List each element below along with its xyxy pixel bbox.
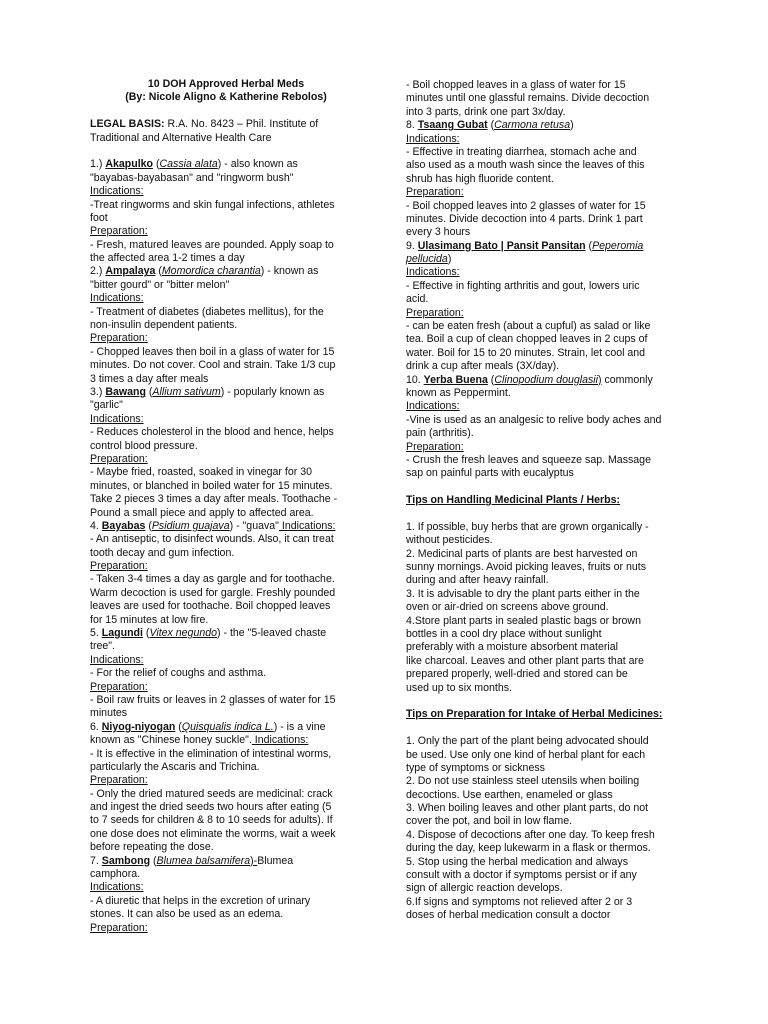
tips-preparation-line: 5. Stop using the herbal medication and always <box>406 855 629 868</box>
indications-label: Indications: <box>90 881 144 894</box>
herb-7-heading: 7. Sambong (Blumea balsamifera)-Blumea <box>90 854 294 867</box>
tips-handling-line: preferably with a moisture absorbent material <box>406 641 618 654</box>
tips-preparation-line: consult with a doctor if symptoms persist or if any <box>406 869 637 882</box>
herb-4-name: Bayabas <box>101 519 146 532</box>
tips-handling-line: like charcoal. Leaves and other plant parts that are <box>406 654 644 667</box>
tips-handling-line: 3. It is advisable to dry the plant parts either in the <box>406 587 640 600</box>
preparation-label: Preparation: <box>90 921 148 934</box>
herb-1-name: Akapulko <box>105 158 153 171</box>
herb-3-heading: 3.) Bawang (Allium sativum) - popularly known as <box>90 385 325 398</box>
preparation-label: Preparation: <box>90 332 148 345</box>
preparation-label: Preparation: <box>406 306 464 319</box>
tips-handling-line: during and after heavy rainfall. <box>406 574 549 587</box>
tips-handling-line: oven or air-dried on screens above ground. <box>406 601 609 614</box>
indications-label: Indications: <box>406 400 460 413</box>
herb-2-heading: 2.) Ampalaya (Momordica charantia) - known as <box>90 265 319 278</box>
legal-basis-line: Traditional and Alternative Health Care <box>90 131 272 144</box>
tips-preparation-heading: Tips on Preparation for Intake of Herbal Medicines: <box>406 708 663 721</box>
herb-4-heading: 4. Bayabas (Psidium guajava) - "guava" Indications: <box>90 519 336 532</box>
tips-preparation-line: 2. Do not use stainless steel utensils when boiling <box>406 775 640 788</box>
tips-preparation-line: decoctions. Use earthen, enameled or glass <box>406 788 613 801</box>
preparation-label: Preparation: <box>406 440 464 453</box>
indications-label: Indications: <box>406 266 460 279</box>
herb-10-heading: 10. Yerba Buena (Clinopodium douglasii) commonly <box>406 373 653 386</box>
tips-handling-line: prepared properly, well-dried and stored can be <box>406 668 628 681</box>
tips-preparation-line: cover the pot, and boil in low flame. <box>406 815 573 828</box>
herb-8-name: Tsaang Gubat <box>417 119 488 132</box>
herb-9-heading: 9. Ulasimang Bato | Pansit Pansitan (Peperomia <box>406 239 644 252</box>
tips-preparation-line: during the day, keep lukewarm in a flask or thermos. <box>406 842 651 855</box>
herb-1-heading: 1.) Akapulko (Cassia alata) - also known as <box>90 158 298 171</box>
herb-9-name: Ulasimang Bato | Pansit Pansitan <box>417 239 586 252</box>
legal-basis: LEGAL BASIS: R.A. No. 8423 – Phil. Institute of <box>90 118 319 131</box>
herb-5-name: Lagundi <box>101 627 143 640</box>
herb-5-heading: 5. Lagundi (Vitex negundo) - the "5-leaved chaste <box>90 627 327 640</box>
tips-handling-line: 4.Store plant parts in sealed plastic bags or brown <box>406 614 641 627</box>
legal-basis-label: LEGAL BASIS: <box>90 118 165 131</box>
preparation-label: Preparation: <box>90 225 148 238</box>
tips-preparation-line: sign of allergic reaction develops. <box>406 882 563 895</box>
indications-label: Indications: <box>406 132 460 145</box>
tips-handling-line: sunny mornings. Avoid picking leaves, fruits or nuts <box>406 561 647 574</box>
herb-6-name: Niyog-niyogan <box>101 720 176 733</box>
right-column: - Boil chopped leaves in a glass of water for 15 minutes until one glassful remains. Divide decoction into 3 parts, drink one part 3x/day. 8. Tsaang Gubat (Carmona retusa) Indications: - Effective in treating diarrhea, stomach ache and also used as a mouth wash since the leaves of this shrub has high fluoride content. Preparation: - Boil chopped leaves into 2 glasses of water for 15 minutes. Divide decoction into 4 parts. Drink 1 part every 3 hours 9. Ulasimang Bato | Pansit Pansitan (Peperomia pellucida) Indications: - Effective in fighting arthritis and gout, lowers uric acid. Preparation: - can be eaten fresh (about a cupful) as salad or like tea. Boil a cup of clean chopped leaves in 2 cups of water. Boil for 15 to 20 minutes. Strain, let cool and drink a cup after meals (3X/day). 10. Yerba Buena (Clinopodium douglasii) commonly known as Peppermint. Indications: -Vine is used as an analgesic to relive body aches and pain (arthritis). Preparation: - Crush the fresh leaves and squeeze sap. Massage sap on painful parts with eucalyptus Tips on Handling Medicinal Plants / Herbs: 1. If possible, buy herbs that are grown organically - without pesticides. 2. Medicinal parts of plants are best harvested on sunny mornings. Avoid picking leaves, fruits or nuts during and after heavy rainfall. 3. It is advisable to dry the plant parts either in the oven or air-dried on screens above ground. 4.Store plant parts in sealed plastic bags or brown bottles in a cool dry place without sunlight preferably with a moisture absorbent material like charcoal. Leaves and other plant parts that are prepared properly, well-dried and stored can be used up to six months. Tips on Preparation for Intake of Herbal Medicines: 1. Only the part of the plant being advocated should be used. Use only one kind of herbal plant for each type of symptoms or sickness 2. Do not use stainless steel utensils when boiling decoctions. Use earthen, enameled or glass 3. When boiling leaves and other plant parts, do not cover the pot, and boil in low flame. 4. Dispose of decoctions after one day. To keep fresh during the day, keep lukewarm in a flask or thermos. 5. Stop using the herbal medication and always consult with a doctor if symptoms persist or if any sign of allergic reaction develops. 6.If signs and symptoms not relieved after 2 or 3 doses of herbal medication consult a doctor <box>406 79 678 923</box>
herb-10-name: Yerba Buena <box>423 373 488 386</box>
preparation-label: Preparation: <box>406 186 464 199</box>
herb-8-heading: 8. Tsaang Gubat (Carmona retusa) <box>406 119 574 132</box>
tips-handling-line: without pesticides. <box>406 534 493 547</box>
tips-preparation-line: 4. Dispose of decoctions after one day. To keep fresh <box>406 828 655 841</box>
preparation-label: Preparation: <box>90 774 148 787</box>
tips-preparation-line: be used. Use only one kind of herbal plant for each <box>406 748 646 761</box>
herb-3-name: Bawang <box>105 385 146 398</box>
left-column: 10 DOH Approved Herbal Meds (By: Nicole Aligno & Katherine Rebolos) LEGAL BASIS: R.A. No. 8423 – Phil. Institute of Traditional and Alternative Health Care 1.) Akapulko (Cassia alata) - also known as "bayabas-bayabasan" and "ringworm bush" Indications: -Treat ringworms and skin fungal infections, athletes foot Preparation: - Fresh, matured leaves are pounded. Apply soap to the affected area 1-2 times a day 2.) Ampalaya (Momordica charantia) - known as "bitter gourd" or "bitter melon" Indications: - Treatment of diabetes (diabetes mellitus), for the non-insulin dependent patients. Preparation: - Chopped leaves then boil in a glass of water for 15 minutes. Do not cover. Cool and strain. Take 1/3 cup 3 times a day after meals 3.) Bawang (Allium sativum) - popularly known as "garlic" Indications: - Reduces cholesterol in the blood and hence, helps control blood pressure. Preparation: - Maybe fried, roasted, soaked in vinegar for 30 minutes, or blanched in boiled water for 15 minutes. Take 2 pieces 3 times a day after meals. Toothache - Pound a small piece and apply to affected area. 4. Bayabas (Psidium guajava) - "guava" Indications: - An antiseptic, to disinfect wounds. Also, it can treat tooth decay and gum infection. Preparation: - Taken 3-4 times a day as gargle and for toothache. Warm decoction is used for gargle. Freshly pounded leaves are used for toothache. Boil chopped leaves for 15 minutes at low fire. 5. Lagundi (Vitex negundo) - the "5-leaved chaste tree". Indications: - For the relief of coughs and asthma. Preparation: - Boil raw fruits or leaves in 2 glasses of water for 15 minutes 6. Niyog-niyogan (Quisqualis indica L.) - is a vine known as "Chinese honey suckle". Indications: - It is effective in the elimination of intestinal worms, particularly the Ascaris and Trichina. Preparation: - Only the dried matured seeds are medicinal: crack and ingest the dried seeds two hours after eating (5 to 7 seeds for children & 8 to 10 seeds for adults). If one dose does not eliminate the worms, wait a week before repeating the dose. 7. Sambong (Blumea balsamifera)-Blumea camphora. Indications: - A diuretic that helps in the excretion of urinary stones. It can also be used as an edema. Preparation: <box>90 78 362 935</box>
tips-preparation-line: doses of herbal medication consult a doctor <box>406 909 611 922</box>
tips-handling-line: bottles in a cool dry place without sunlight <box>406 628 602 641</box>
tips-handling-line: 2. Medicinal parts of plants are best harvested on <box>406 547 638 560</box>
preparation-label: Preparation: <box>90 560 148 573</box>
preparation-label: Preparation: <box>90 680 148 693</box>
tips-preparation-line: 3. When boiling leaves and other plant parts, do not <box>406 802 649 815</box>
herb-2-name: Ampalaya <box>105 265 156 278</box>
document-title: 10 DOH Approved Herbal Meds <box>147 78 305 90</box>
herb-7-name: Sambong <box>101 854 151 867</box>
tips-preparation-line: 6.If signs and symptoms not relieved after 2 or 3 <box>406 895 633 908</box>
preparation-label: Preparation: <box>90 452 148 465</box>
tips-handling-line: 1. If possible, buy herbs that are grown organically - <box>406 520 649 533</box>
indications-label: Indications: <box>90 185 144 198</box>
indications-label: Indications: <box>90 412 144 425</box>
indications-label: Indications: <box>90 653 144 666</box>
tips-handling-heading: Tips on Handling Medicinal Plants / Herbs: <box>406 494 621 507</box>
indications-label: Indications: <box>90 292 144 305</box>
tips-preparation-line: 1. Only the part of the plant being advocated should <box>406 735 649 748</box>
herb-6-heading: 6. Niyog-niyogan (Quisqualis indica L.) - is a vine <box>90 720 326 733</box>
document-authors: (By: Nicole Aligno & Katherine Rebolos) <box>125 91 327 104</box>
tips-preparation-line: type of symptoms or sickness <box>406 761 545 774</box>
tips-handling-line: used up to six months. <box>406 681 512 694</box>
